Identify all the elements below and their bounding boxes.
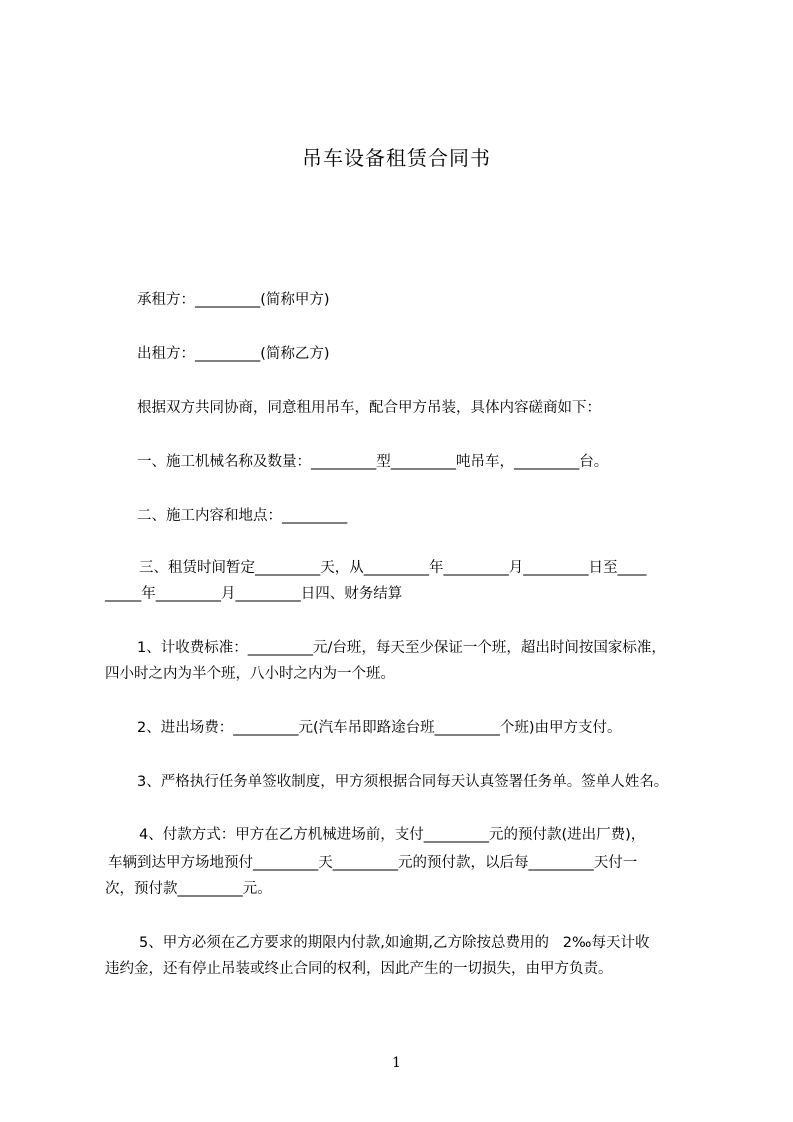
intro-paragraph: 根据双方共同协商，同意租用吊车，配合甲方吊装，具体内容磋商如下： (137, 400, 601, 416)
clause-lease-period-line2: _____年_________月_________日四、财务结算 (105, 586, 403, 602)
payment-method-line3: 次，预付款_________元。 (105, 881, 272, 897)
clause-machinery: 一、施工机械名称及数量：_________型_________吨吊车，_________台。 (137, 454, 609, 470)
fee-standard-line2: 四小时之内为半个班，八小时之内为一个班。 (105, 666, 395, 682)
late-payment-line1: 5、甲方必须在乙方要求的期限内付款,如逾期,乙方除按总费用的 2‰每天计收 (139, 935, 650, 951)
clause-content-location: 二、施工内容和地点：_________ (137, 508, 348, 524)
payment-method-line2: 车辆到达甲方场地预付_________天_________元的预付款，以后每_________天付一 (108, 855, 638, 871)
document-title: 吊车设备租赁合同书 (302, 146, 491, 170)
page-number: 1 (392, 1055, 401, 1071)
late-payment-line2: 违约金，还有停止吊装或终止合同的权利，因此产生的一切损失，由甲方负责。 (105, 961, 613, 977)
payment-method-line1: 4、付款方式：甲方在乙方机械进场前，支付_________元的预付款(进出厂费)， (139, 827, 646, 843)
fee-standard-line1: 1、计收费标准：_________元/台班，每天至少保证一个班，超出时间按国家标准， (137, 640, 666, 656)
task-sheet-rule: 3、严格执行任务单签收制度，甲方须根据合同每天认真签署任务单。签单人姓名。 (137, 774, 669, 790)
lessee-line: 承租方：_________(简称甲方) (137, 292, 330, 308)
lessor-line: 出租方：_________(简称乙方) (137, 346, 330, 362)
clause-lease-period-line1: 三、租赁时间暂定_________天，从_________年_________月_________日至____ (139, 560, 647, 576)
entry-exit-fee: 2、进出场费：_________元(汽车吊即路途台班_________个班)由甲方支付。 (137, 720, 622, 736)
